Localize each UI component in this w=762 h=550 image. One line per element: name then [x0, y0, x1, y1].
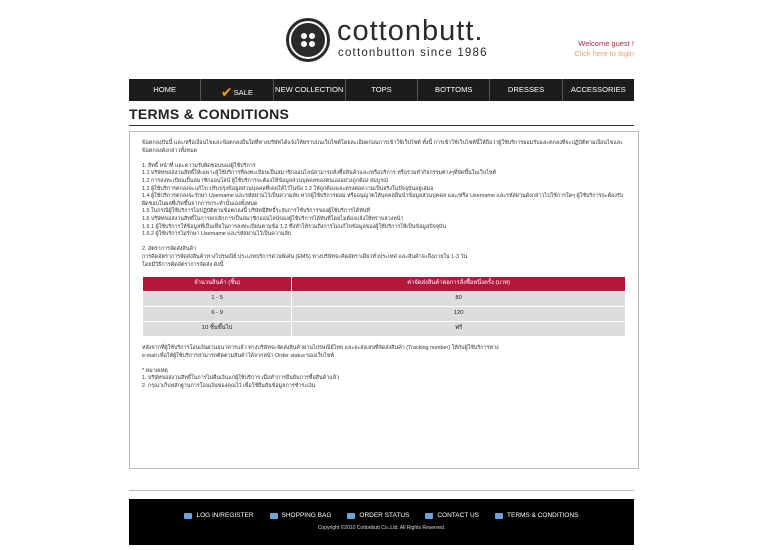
table-cell: 80 [292, 292, 625, 306]
nav-home-label: HOME [153, 85, 177, 94]
nav-new-collection[interactable] [274, 79, 346, 101]
footer-divider [129, 490, 634, 491]
copyright: Copyright ©2010 Cottonbutt Co.,Ltd. All Rights Reserved. [317, 525, 446, 531]
mail-icon [425, 513, 433, 519]
table-row [143, 307, 625, 321]
section1-item: 1.3 ผู้ใช้บริการตกลงจะแก้ไข ปรับปรุงข้อมูลส่วนบุคคลที่เคยให้ไว้ในข้อ 1.2 ให้ถูกต้องและตรงต่อความเป็นจริงในปัจจุบันอยู่เสมอ [142, 185, 434, 192]
nav-tops[interactable] [346, 79, 418, 101]
footer [129, 499, 634, 545]
note-item: 1. บริษัทขอสงวนสิทธิ์ในการไม่คืนเงินแก่ผู้ใช้บริการ เมื่อทำการยืนยันการซื้อสินค้าแล้ว [142, 375, 340, 382]
section1-item: 1.1 บริษัทขอสงวนสิทธิ์ให้เฉพาะผู้ใช้บริการที่ลงทะเบียนเป็นสมาชิกออนไลน์สามารถสั่งซื้อสินค้าและ/หรือบริการ หรือร่วมทำกิจกรรมต่างๆที่จัดขึ้นในเว็บไซต์ [142, 170, 497, 177]
table-cell: 10 ชิ้นขึ้นไป [143, 322, 291, 336]
section1-item: 1.4 ผู้ใช้บริการตกลงจะรักษา Username และรหัสผ่านไว้เป็นความลับ หากผู้ใช้บริการยอม หรืออนุญาตให้บุคคลอื่นนำข้อมูลส่วนบุคคล และ/หรือ Username และรหัสผ่านดังกล่าวไปใช้การใดๆ ผู้ใช้บริการจะต้องรับผิดชอบในผลที่เกิดขึ้นจากการกระทำนั้นเองทั้งหมด [142, 193, 624, 207]
nav-sale[interactable] [201, 79, 273, 101]
footer-terms-label: TERMS & CONDITIONS [507, 512, 579, 519]
nav-bottoms[interactable] [418, 79, 490, 101]
section1-item: 1.6 บริษัทขอสงวนสิทธิ์ในการยกเลิกการเป็นสมาชิกออนไลน์ของผู้ใช้บริการได้ทันทีโดยไม่ต้องแจ้งให้ทราบล่วงหน้า [142, 215, 404, 222]
shopping-bag-icon [270, 513, 278, 519]
section1-item: 1.2 การลงทะเบียนเป็นสมาชิกออนไลน์ ผู้ใช้บริการจะต้องให้ข้อมูลส่วนบุคคลของตนเองอย่างถูกต้อง สมบูรณ์ [142, 177, 389, 184]
order-status-icon [347, 513, 355, 519]
nav-dresses-label: DRESSES [507, 85, 545, 94]
section2-title: 2. อัตราการจัดส่งสินค้า [142, 246, 197, 253]
footer-order-status[interactable] [347, 512, 409, 519]
after-table-line: e-mail เพื่อให้ผู้ใช้บริการสามารถติดตามสินค้าได้จากหน้า Order status ของเว็บไซต์ [142, 352, 334, 359]
nav-tops-label: TOPS [371, 85, 392, 94]
nav-accessories-label: ACCESSORIES [570, 85, 626, 94]
button-logo-icon [286, 18, 330, 62]
logo-tagline: cottonbutton since 1986 [338, 47, 488, 59]
intro-text: ข้อตกลงปันนี้ และ/หรือเงื่อนไขและข้อตกลงอื่นใดที่ทางบริษัทได้แจ้งให้ทราบบนเว็บไซต์โดยละเอียดก่อนการเข้าใช้เว็บไซต์ ทั้งนี้ การเข้าใช้เว็บไซต์นี้ให้ถือว่าผู้ใช้บริการยอมรับและตกลงที่จะปฏิบัติตามเงื่อนไขและข้อตกลงดังกล่าวทั้งหมด [142, 140, 624, 154]
section2-line: โดยมีวิธีการคิดอัตราการจัดส่ง ดังนี้ [142, 261, 224, 268]
section1-item: 1.5 ในกรณีผู้ใช้บริการไม่ปฏิบัติตามข้อตกลงนี้ บริษัทมีสิทธิ์ระงับการใช้บริการของผู้ใช้บริการได้ทันที [142, 208, 370, 215]
logo[interactable] [286, 15, 488, 64]
nav-sale-label: SALE [233, 88, 253, 97]
page-title: TERMS & CONDITIONS [129, 106, 290, 122]
notes-title: * หมายเหตุ [142, 367, 168, 374]
nav-new-collection-label: NEW COLLECTION [275, 85, 344, 94]
footer-terms[interactable] [495, 512, 579, 519]
nav-bottoms-label: BOTTOMS [435, 85, 473, 94]
checkmark-icon: ✔ [220, 84, 233, 100]
table-row [143, 322, 625, 336]
note-item: 2. กรุณาเก็บหลักฐานการโอนเงินของคุณไว้ เพื่อใช้ยืนยันข้อมูลการชำระเงิน [142, 383, 316, 390]
section2-line: การคิดอัตราการจัดส่งสินค้าทางไปรษณีย์ ประเภทบริการด่วนพิเศษ (EMS) ทางบริษัทจะคิดอัตราเดียวทั่วประเทศ และสินค้าจะถึงภายใน 1-3 วัน [142, 253, 468, 260]
table-cell: ฟรี [292, 322, 625, 336]
welcome-box [574, 39, 634, 59]
table-cell: 120 [292, 307, 625, 321]
table-cell: 6 - 9 [143, 307, 291, 321]
title-divider [129, 125, 634, 126]
after-table-line: หลังจากที่ผู้ใช้บริการโอนเงินผ่านธนาคารแล้ว ทางบริษัทจะจัดส่งสินค้าผ่านไปรษณีย์ไทย และจะส่งเลขที่จัดส่งสินค้า (Tracking number) ให้กับผู้ใช้บริการทาง [142, 345, 499, 352]
section1-title: 1. สิทธิ์ หน้าที่ และความรับผิดชอบของผู้ใช้บริการ [142, 162, 256, 169]
shipping-rate-table [142, 276, 626, 337]
main-nav [129, 79, 634, 101]
section1-item: 1.6.1 ผู้ใช้บริการให้ข้อมูลที่เป็นเท็จในการลงทะเบียนตามข้อ 1.2 ซึ่งทำให้รวมถึงการไม่แก้ไขข้อมูลของผู้ใช้บริการให้เป็นข้อมูลปัจจุบัน [142, 223, 447, 230]
nav-dresses[interactable] [490, 79, 562, 101]
footer-contact-us-label: CONTACT US [437, 512, 480, 519]
table-header: จำนวนสินค้า (ชิ้น) [143, 277, 291, 291]
footer-shopping-bag-label: SHOPPING BAG [281, 512, 332, 519]
login-link[interactable]: Click here to login [574, 49, 634, 58]
monitor-icon [184, 513, 192, 519]
section1-item: 1.6.2 ผู้ใช้บริการไม่รักษา Username และรหัสผ่านไว้เป็นความลับ [142, 231, 292, 238]
table-cell: 1 - 5 [143, 292, 291, 306]
table-row [143, 292, 625, 306]
footer-login-label: LOG IN/REGISTER [196, 512, 254, 519]
footer-login-register[interactable] [184, 512, 253, 519]
logo-name: cottonbutt. [337, 15, 484, 47]
table-header: ค่าจัดส่งสินค้าต่อการสั่งซื้อหนึ่งครั้ง (บาท) [292, 277, 625, 291]
welcome-text: Welcome guest ! [578, 39, 634, 48]
footer-shopping-bag[interactable] [270, 512, 332, 519]
nav-accessories[interactable] [563, 79, 634, 101]
footer-contact-us[interactable] [425, 512, 479, 519]
table-header-row [143, 277, 625, 291]
footer-links [129, 512, 634, 519]
terms-content [129, 131, 639, 469]
nav-home[interactable] [129, 79, 201, 101]
header [0, 0, 762, 78]
footer-order-status-label: ORDER STATUS [359, 512, 410, 519]
document-icon [495, 513, 503, 519]
